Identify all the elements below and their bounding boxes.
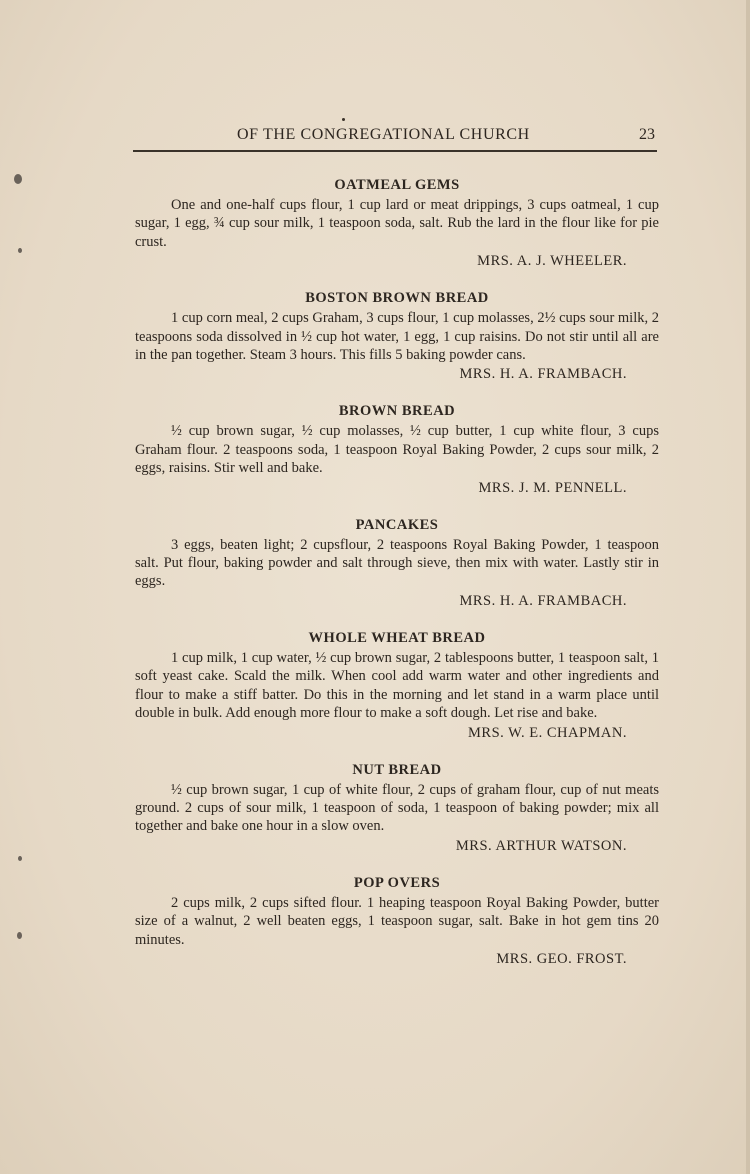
recipe-body: ½ cup brown sugar, 1 cup of white flour, 2 cups of graham flour, cup of nut meats ground. 2 cups of sour milk, 1 teaspoon of soda, 1 teaspoon of baking powder; mix all together and bake one hour in a slow oven. [135, 781, 659, 835]
recipe-title: PANCAKES [355, 516, 439, 533]
binding-hole [14, 174, 22, 184]
recipe-title: BROWN BREAD [338, 403, 456, 420]
recipe-author: MRS. J. M. PENNELL. [478, 479, 627, 496]
binding-hole [18, 248, 22, 253]
recipe-body: ½ cup brown sugar, ½ cup molasses, ½ cup butter, 1 cup white flour, 3 cups Graham flour. 2 teaspoons soda, 1 teaspoon Royal Baking Powder, 2 cups sour milk, 2 eggs, raisins. Stir well and bake. [135, 423, 659, 477]
recipe-brown-bread [135, 400, 659, 497]
recipe-title: NUT BREAD [352, 761, 442, 778]
recipe-author: MRS. A. J. WHEELER. [477, 253, 627, 270]
recipe-oatmeal-gems [135, 174, 659, 271]
header-rule [133, 150, 657, 152]
print-speck [342, 118, 345, 121]
recipe-pop-overs [135, 872, 659, 969]
recipe-author: MRS. ARTHUR WATSON. [455, 837, 627, 854]
running-header [133, 126, 657, 152]
header-title: OF THE CONGREGATIONAL CHURCH [237, 126, 530, 143]
recipe-author: MRS. W. E. CHAPMAN. [468, 724, 627, 741]
recipe-title: OATMEAL GEMS [334, 177, 460, 193]
recipe-nut-bread [135, 759, 659, 856]
recipe-author: MRS. GEO. FROST. [496, 950, 627, 967]
recipe-whole-wheat-bread [135, 627, 659, 743]
recipe-title: WHOLE WHEAT BREAD [308, 629, 486, 646]
recipe-list [135, 174, 659, 985]
recipe-boston-brown-bread [135, 287, 659, 384]
recipe-body: 3 eggs, beaten light; 2 cupsflour, 2 teaspoons Royal Baking Powder, 1 teaspoon salt. Put flour, baking powder and salt through sieve, then mix with water. Lastly stir in eggs. [135, 536, 659, 590]
recipe-pancakes [135, 514, 659, 611]
recipe-title: BOSTON BROWN BREAD [305, 290, 489, 307]
recipe-author: MRS. H. A. FRAMBACH. [459, 592, 627, 609]
recipe-body: 1 cup corn meal, 2 cups Graham, 3 cups flour, 1 cup molasses, 2½ cups sour milk, 2 teaspoons soda dissolved in ½ cup hot water, 1 egg, 1 cup raisins. Do not stir until all are in the pan together. Steam 3 hours. This fills 5 baking powder cans. [135, 310, 659, 364]
binding-hole [17, 932, 22, 939]
recipe-body: One and one-half cups flour, 1 cup lard or meat drippings, 3 cups oatmeal, 1 cup sugar, 1 egg, ¾ cup sour milk, 1 teaspoon soda, salt. Rub the lard in the flour like for pie crust. [135, 197, 659, 250]
recipe-title: POP OVERS [353, 874, 441, 891]
recipe-body: 1 cup milk, 1 cup water, ½ cup brown sugar, 2 tablespoons butter, 1 teaspoon salt, 1 soft yeast cake. Scald the milk. When cool add warm water and other ingredients and flour to make a stiff batter. Do this in the morning and let stand in a warm place until double in bulk. Add enough more flour to make a soft dough. Let rise and bake. [135, 649, 659, 722]
binding-hole [18, 856, 22, 861]
page-number: 23 [639, 126, 655, 143]
recipe-author: MRS. H. A. FRAMBACH. [459, 366, 627, 383]
page-edge [746, 0, 750, 1174]
recipe-body: 2 cups milk, 2 cups sifted flour. 1 heaping teaspoon Royal Baking Powder, butter size of a walnut, 2 well beaten eggs, 1 teaspoon sugar, salt. Bake in hot gem tins 20 minutes. [135, 894, 659, 948]
